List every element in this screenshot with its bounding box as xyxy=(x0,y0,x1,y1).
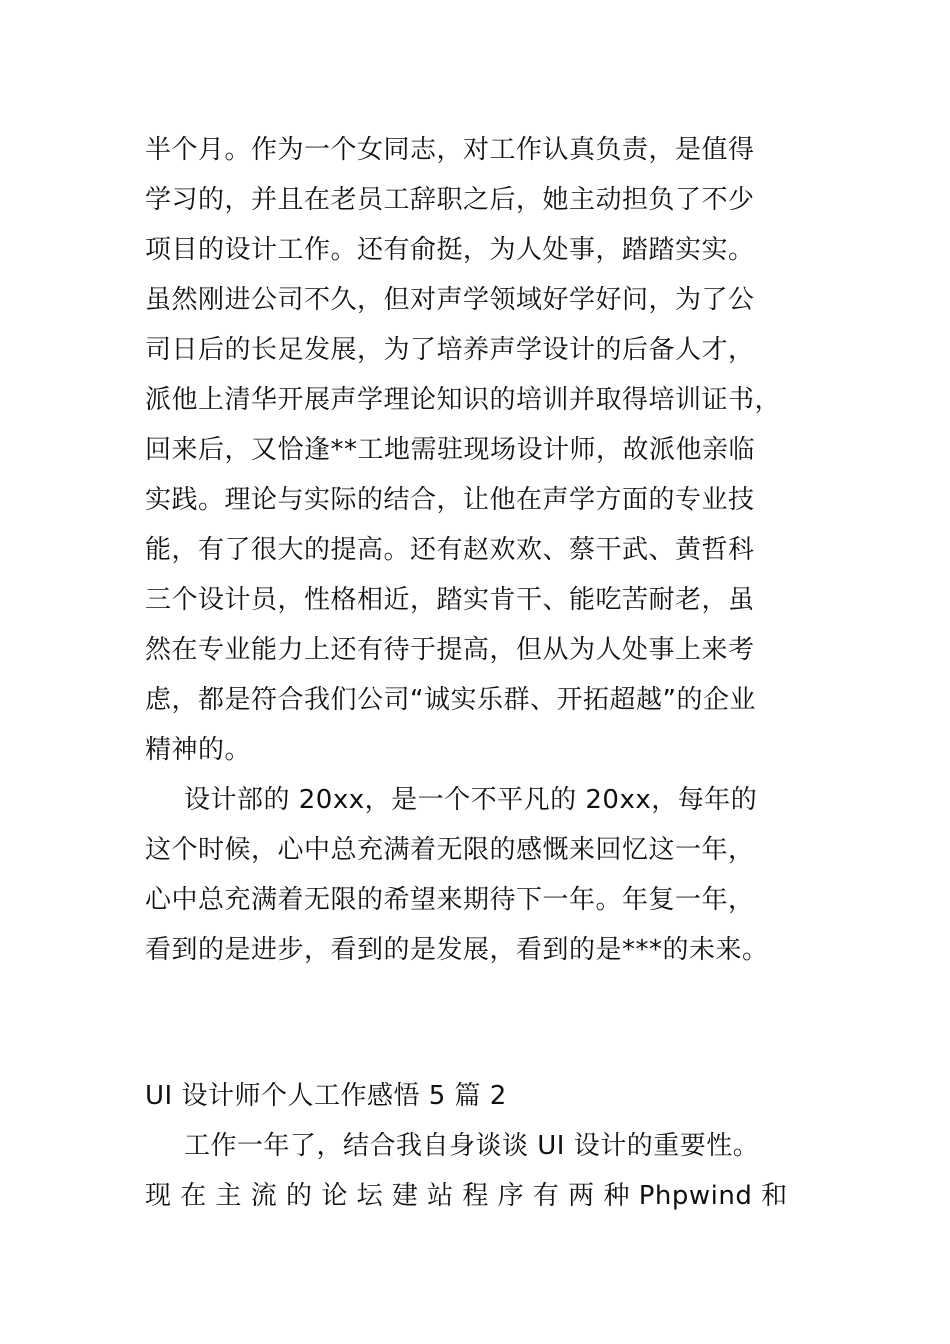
text-line: 学习的，并且在老员工辞职之后，她主动担负了不少 xyxy=(145,185,755,215)
text-line: 能，有了很大的提高。还有赵欢欢、蔡干武、黄哲科 xyxy=(145,535,755,565)
text-line: 实践。理论与实际的结合，让他在声学方面的专业技 xyxy=(145,485,755,515)
paragraph-first-line: 工作一年了，结合我自身谈谈 UI 设计的重要性。 xyxy=(184,1131,760,1161)
text-line: 现 在 主 流 的 论 坛 建 站 程 序 有 两 种 Phpwind 和 xyxy=(145,1181,788,1211)
text-line: 项目的设计工作。还有俞挺，为人处事，踏踏实实。 xyxy=(145,235,755,265)
section-heading: UI 设计师个人工作感悟 5 篇 2 xyxy=(145,1081,507,1111)
text-line: 看到的是进步，看到的是发展，看到的是***的未来。 xyxy=(145,935,769,965)
text-line: 司日后的长足发展，为了培养声学设计的后备人才， xyxy=(145,335,755,365)
body-text-section xyxy=(145,125,845,975)
text-line: 这个时候，心中总充满着无限的感慨来回忆这一年， xyxy=(145,835,755,865)
text-line: 三个设计员，性格相近，踏实肯干、能吃苦耐老，虽 xyxy=(145,585,755,615)
article-section xyxy=(145,1071,845,1221)
text-line: 心中总充满着无限的希望来期待下一年。年复一年， xyxy=(145,885,755,915)
text-line: 半个月。作为一个女同志，对工作认真负责，是值得 xyxy=(145,135,755,165)
text-line: 虑，都是符合我们公司“诚实乐群、开拓超越”的企业 xyxy=(145,685,756,715)
text-line: 回来后，又恰逢**工地需驻现场设计师，故派他亲临 xyxy=(145,435,756,465)
text-line: 精神的。 xyxy=(145,735,252,765)
text-line: 派他上清华开展声学理论知识的培训并取得培训证书， xyxy=(145,385,782,415)
text-line: 虽然刚进公司不久，但对声学领域好学好问，为了公 xyxy=(145,285,755,315)
paragraph-first-line: 设计部的 20xx，是一个不平凡的 20xx，每年的 xyxy=(184,785,758,815)
text-line: 然在专业能力上还有待于提高，但从为人处事上来考 xyxy=(145,635,755,665)
